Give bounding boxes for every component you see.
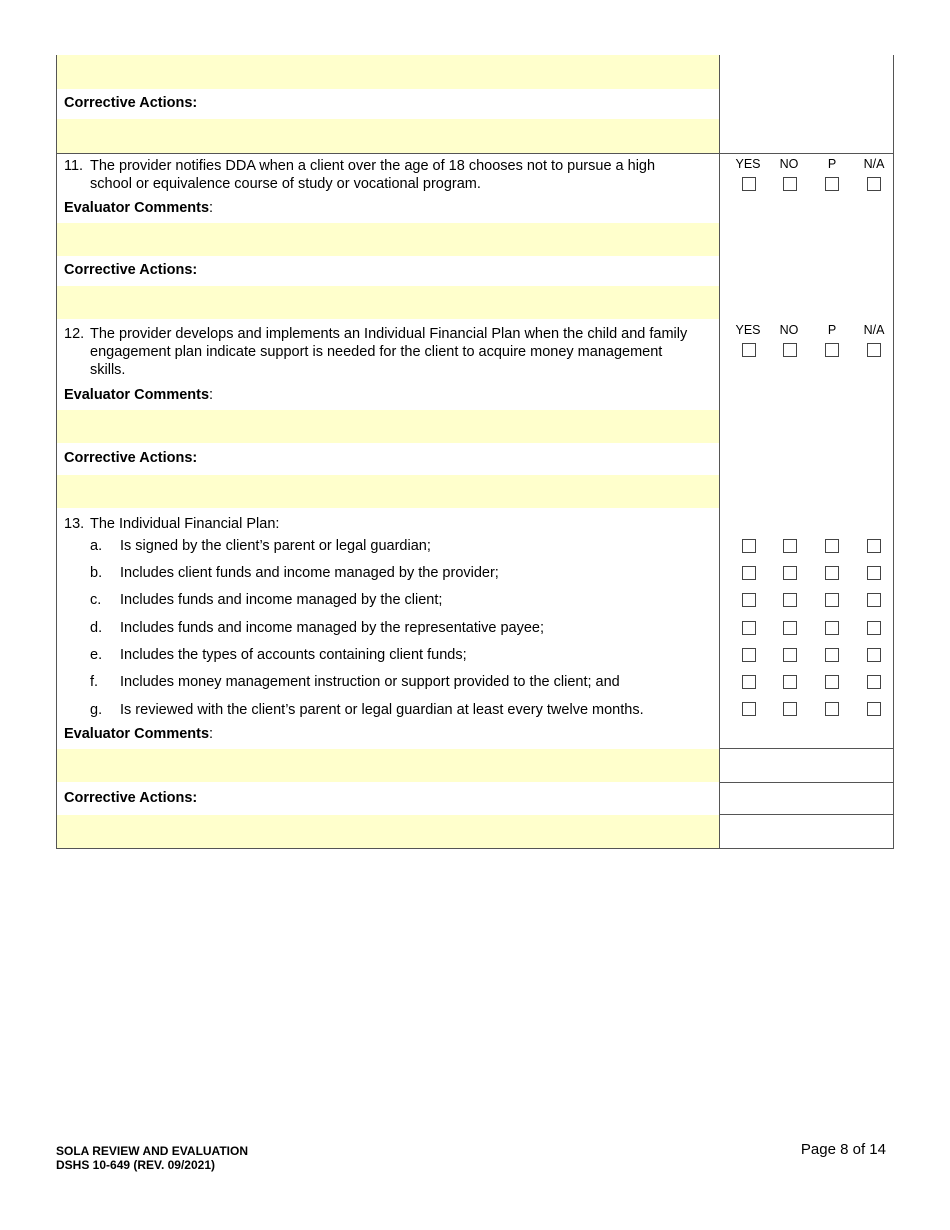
q13f-no-checkbox[interactable] — [783, 675, 797, 689]
q12-no-checkbox[interactable] — [783, 343, 797, 357]
q13-evaluator-comments-field[interactable] — [57, 749, 719, 782]
evaluator-comments-field-prev[interactable] — [57, 55, 719, 89]
q13d-no-checkbox[interactable] — [783, 621, 797, 635]
corrective-actions-field-prev[interactable] — [57, 119, 719, 153]
q13d-na-checkbox[interactable] — [867, 621, 881, 635]
q13g-yes-checkbox[interactable] — [742, 702, 756, 716]
q13e-no-checkbox[interactable] — [783, 648, 797, 662]
evaluator-comments-label: Evaluator Comments: — [64, 200, 214, 216]
row-divider — [56, 153, 894, 154]
table-bottom-border — [56, 848, 894, 849]
q13c-na-checkbox[interactable] — [867, 593, 881, 607]
q13a-yes-checkbox[interactable] — [742, 539, 756, 553]
q13f-na-checkbox[interactable] — [867, 675, 881, 689]
review-form-table: Corrective Actions: 11. The provider notifies DDA when a client over the age of 18 chooses not to pursue a high school or equivalence course of study or vocational program. YES NO P N/A Evaluator Comments: Corrective Actions: 12. The provider develops and implements an Individual Financial Plan when the child and family engagement plan indicate support is needed for the client to acquire money management skills. YES NO P N/A Evaluator Comments: Corrective Actions: 13. The Individual Financial Plan: a. Is signed by the client’s parent or legal guardian; b. Includes client funds and income managed by the provider; c. Includes funds and income managed by the client; d. Includes funds and income managed by the representative payee; e. Includes the types of accounts containing client funds; f. Includes money management instruction or support provided to the client; and g. Is reviewed with the client’s parent or legal guardian at least every twelve months. Evaluator Comments: Corrective Actions: — [56, 55, 894, 849]
yes-header: YES — [735, 157, 761, 171]
q12-na-checkbox[interactable] — [867, 343, 881, 357]
table-left-border — [56, 55, 57, 849]
q13c-p-checkbox[interactable] — [825, 593, 839, 607]
form-title: SOLA REVIEW AND EVALUATION — [56, 1144, 248, 1158]
p-header: P — [827, 157, 837, 171]
corrective-actions-label: Corrective Actions: — [64, 95, 198, 111]
q13g-na-checkbox[interactable] — [867, 702, 881, 716]
yes-header: YES — [735, 323, 761, 337]
q13b-na-checkbox[interactable] — [867, 566, 881, 580]
q11-no-checkbox[interactable] — [783, 177, 797, 191]
question-number: 13. — [64, 516, 85, 532]
table-right-border — [893, 55, 894, 849]
q13e-p-checkbox[interactable] — [825, 648, 839, 662]
na-header: N/A — [863, 323, 885, 337]
corrective-actions-label: Corrective Actions: — [64, 790, 198, 806]
row-divider — [719, 814, 894, 815]
q13d-yes-checkbox[interactable] — [742, 621, 756, 635]
form-number: DSHS 10-649 (REV. 09/2021) — [56, 1158, 215, 1172]
page-number: Page 8 of 14 — [800, 1141, 886, 1158]
q13f-yes-checkbox[interactable] — [742, 675, 756, 689]
table-column-divider — [719, 55, 720, 849]
q13-corrective-actions-field[interactable] — [57, 815, 719, 848]
q13g-no-checkbox[interactable] — [783, 702, 797, 716]
p-header: P — [827, 323, 837, 337]
question-number: 11. — [64, 158, 84, 174]
q11-corrective-actions-field[interactable] — [57, 286, 719, 319]
corrective-actions-label: Corrective Actions: — [64, 262, 198, 278]
q13a-no-checkbox[interactable] — [783, 539, 797, 553]
q13a-na-checkbox[interactable] — [867, 539, 881, 553]
q13c-yes-checkbox[interactable] — [742, 593, 756, 607]
q12-p-checkbox[interactable] — [825, 343, 839, 357]
q12-corrective-actions-field[interactable] — [57, 475, 719, 508]
q13e-na-checkbox[interactable] — [867, 648, 881, 662]
corrective-actions-label: Corrective Actions: — [64, 450, 198, 466]
no-header: NO — [779, 157, 799, 171]
q13b-no-checkbox[interactable] — [783, 566, 797, 580]
q11-evaluator-comments-field[interactable] — [57, 223, 719, 256]
question-number: 12. — [64, 326, 85, 342]
q11-na-checkbox[interactable] — [867, 177, 881, 191]
question-text: The provider develops and implements an Individual Financial Plan when the child and family engagement plan indicate support is needed for the client to acquire money management skills. — [90, 326, 688, 378]
q13b-p-checkbox[interactable] — [825, 566, 839, 580]
row-divider — [719, 782, 894, 783]
q11-p-checkbox[interactable] — [825, 177, 839, 191]
question-text: The Individual Financial Plan: — [90, 516, 280, 532]
row-divider — [719, 748, 894, 749]
q11-yes-checkbox[interactable] — [742, 177, 756, 191]
q13e-yes-checkbox[interactable] — [742, 648, 756, 662]
q13a-p-checkbox[interactable] — [825, 539, 839, 553]
q13g-p-checkbox[interactable] — [825, 702, 839, 716]
q13b-yes-checkbox[interactable] — [742, 566, 756, 580]
evaluator-comments-label: Evaluator Comments: — [64, 387, 214, 403]
no-header: NO — [779, 323, 799, 337]
evaluator-comments-label: Evaluator Comments: — [64, 726, 214, 742]
q12-yes-checkbox[interactable] — [742, 343, 756, 357]
form-footer — [56, 1144, 248, 1172]
na-header: N/A — [863, 157, 885, 171]
q13c-no-checkbox[interactable] — [783, 593, 797, 607]
question-text: The provider notifies DDA when a client over the age of 18 chooses not to pursue a high school or equivalence course of study or vocational program. — [90, 158, 656, 192]
q13d-p-checkbox[interactable] — [825, 621, 839, 635]
q13f-p-checkbox[interactable] — [825, 675, 839, 689]
q12-evaluator-comments-field[interactable] — [57, 410, 719, 443]
